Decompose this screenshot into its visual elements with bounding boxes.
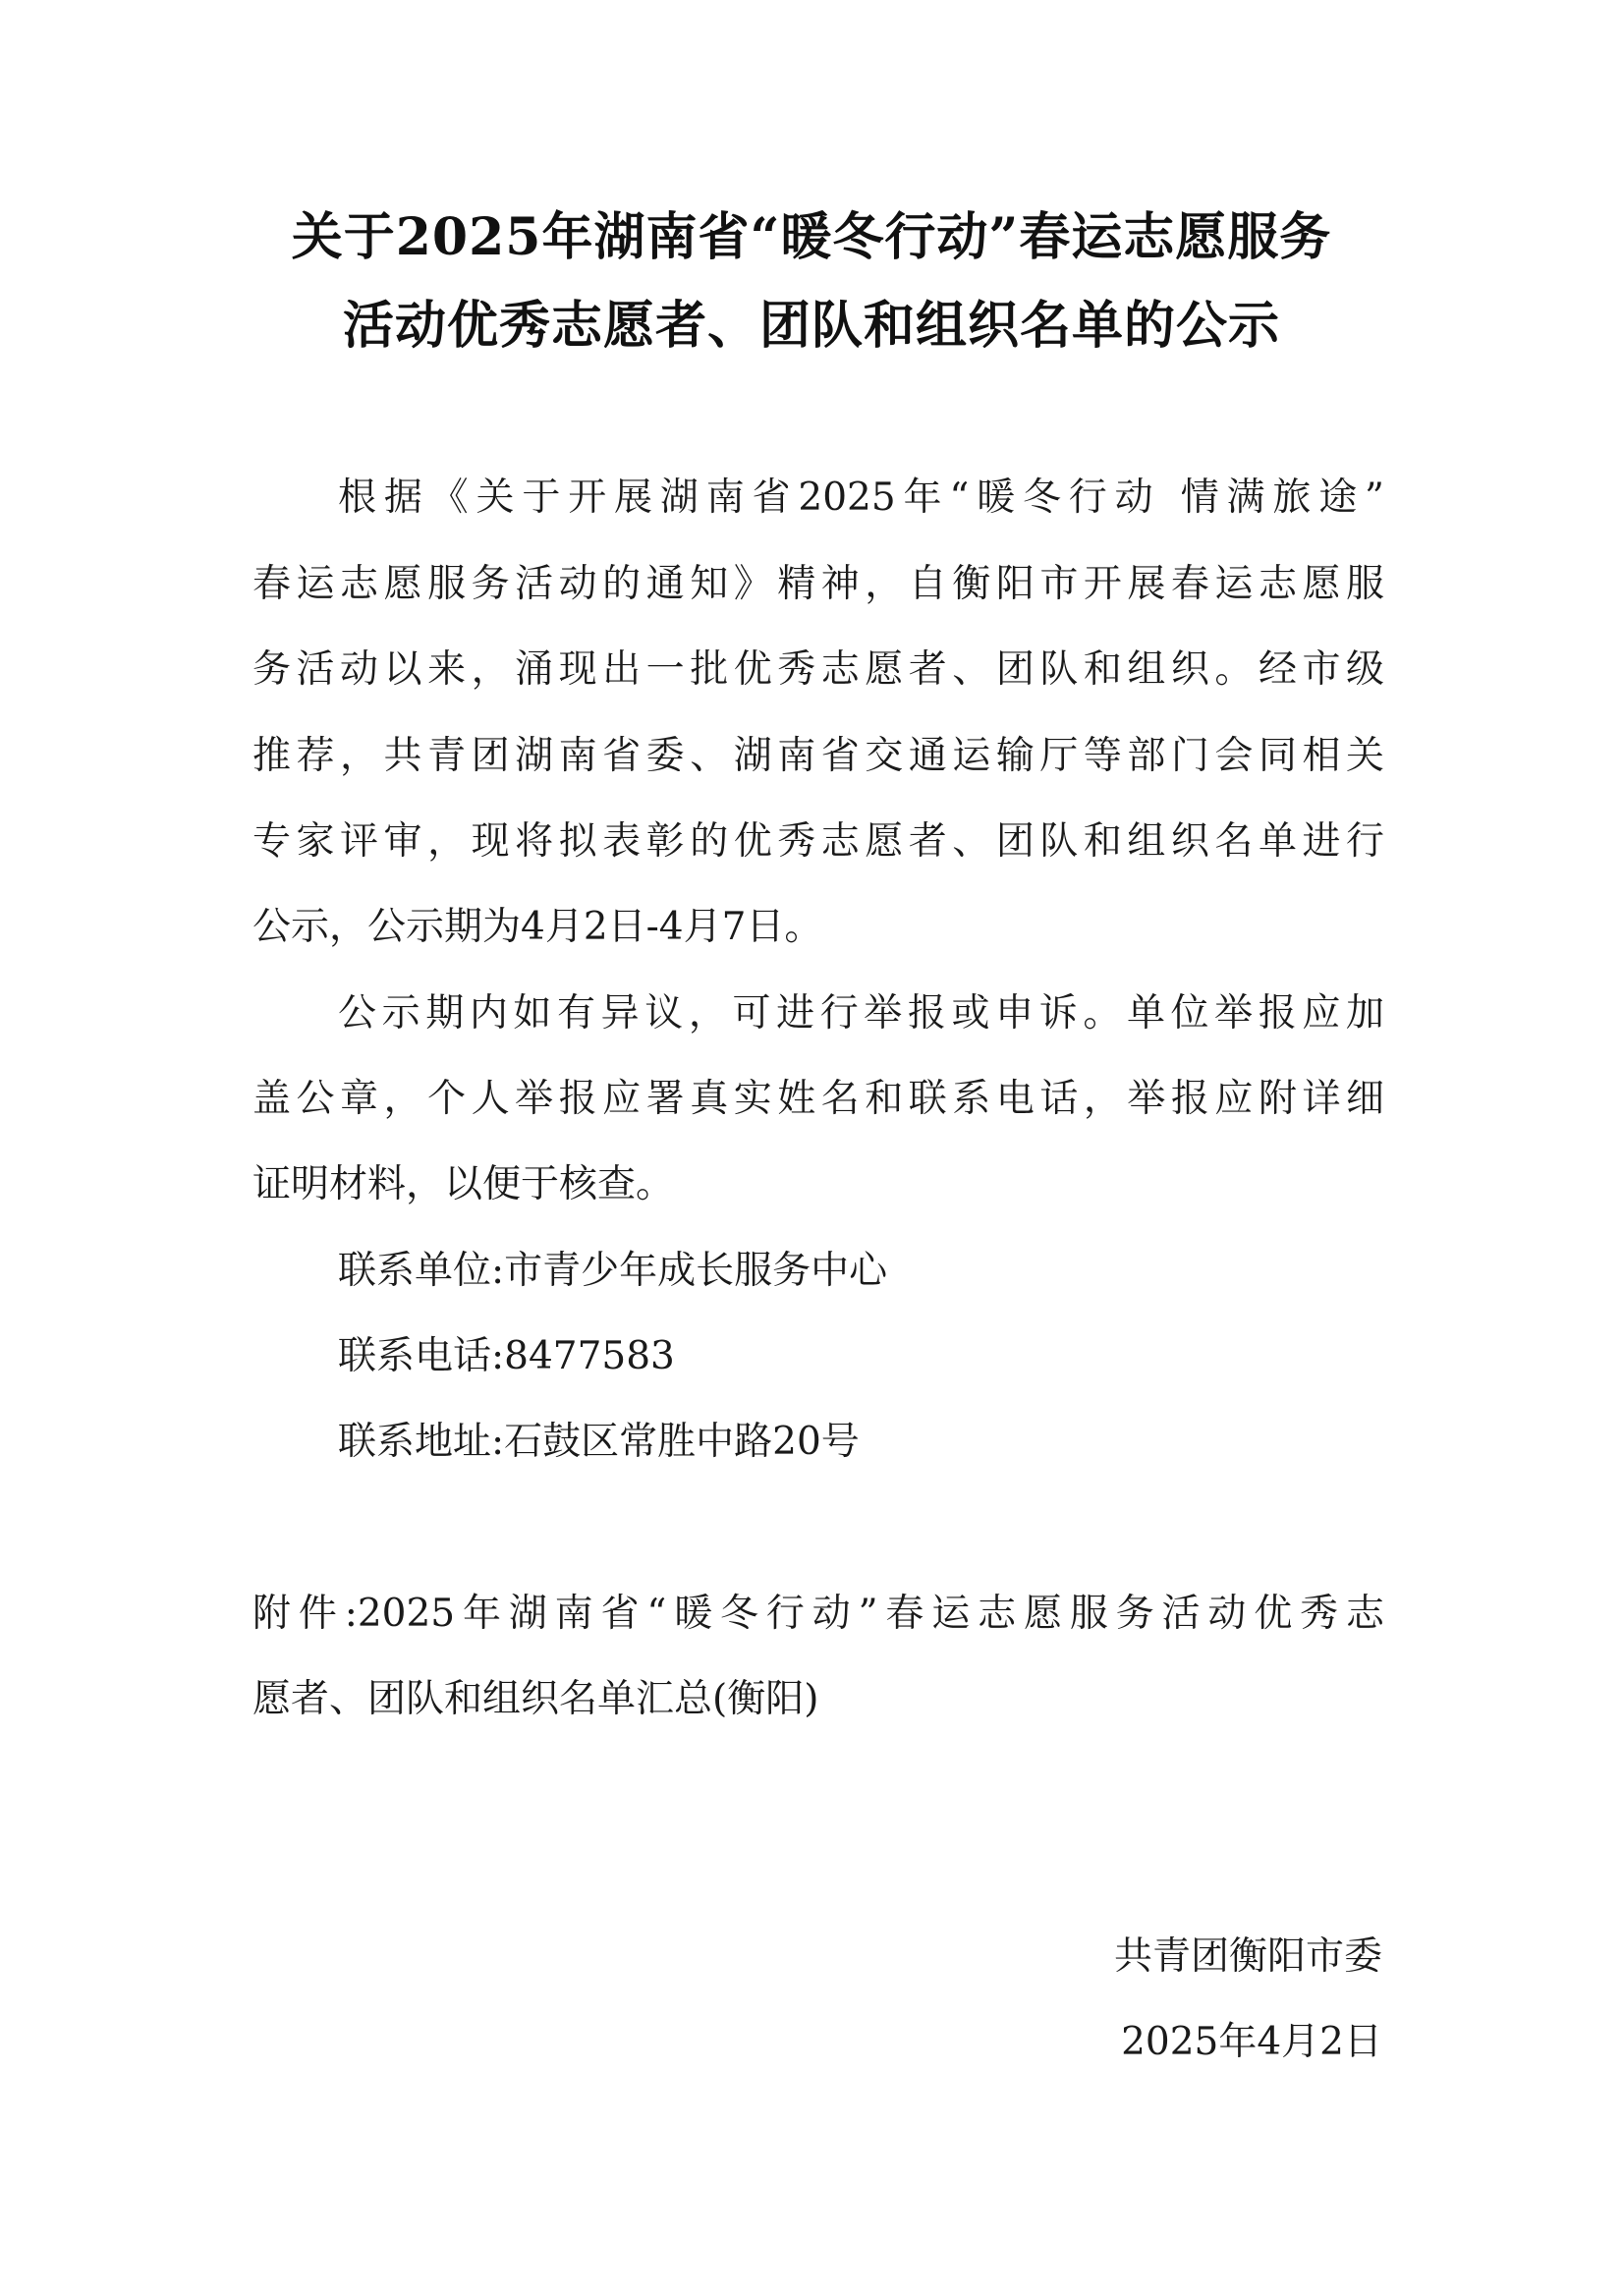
paragraph-1-line: 务活动以来，涌现出一批优秀志愿者、团队和组织。经市级 (252, 647, 1384, 692)
contact-address: 联系地址:石鼓区常胜中路20号 (338, 1420, 860, 1464)
paragraph-1-line: 公示，公示期为4月2日-4月7日。 (252, 905, 823, 949)
signature-date: 2025年4月2日 (1121, 2020, 1382, 2064)
paragraph-1-line: 春运志愿服务活动的通知》精神，自衡阳市开展春运志愿服 (252, 562, 1384, 606)
paragraph-2-line: 公示期内如有异议，可进行举报或申诉。单位举报应加 (338, 991, 1384, 1036)
attachment-line: 附件:2025年湖南省“暖冬行动”春运志愿服务活动优秀志 (252, 1592, 1384, 1636)
signature-organization: 共青团衡阳市委 (1113, 1934, 1382, 1979)
paragraph-1-line: 推荐，共青团湖南省委、湖南省交通运输厅等部门会同相关 (252, 734, 1384, 778)
paragraph-2-line: 盖公章，个人举报应署真实姓名和联系电话，举报应附详细 (252, 1077, 1384, 1121)
document-title-line-2: 活动优秀志愿者、团队和组织名单的公示 (342, 296, 1280, 356)
paragraph-2-line: 证明材料，以便于核查。 (252, 1162, 675, 1206)
paragraph-1-line: 专家评审，现将拟表彰的优秀志愿者、团队和组织名单进行 (252, 819, 1384, 864)
contact-unit: 联系单位:市青少年成长服务中心 (338, 1249, 888, 1293)
attachment-line: 愿者、团队和组织名单汇总(衡阳) (252, 1677, 819, 1721)
paragraph-1-line: 根据《关于开展湖南省2025年“暖冬行动 情满旅途” (338, 476, 1384, 520)
document-title-line-1: 关于2025年湖南省“暖冬行动”春运志愿服务 (291, 207, 1332, 267)
contact-phone: 联系电话:8477583 (338, 1334, 675, 1378)
